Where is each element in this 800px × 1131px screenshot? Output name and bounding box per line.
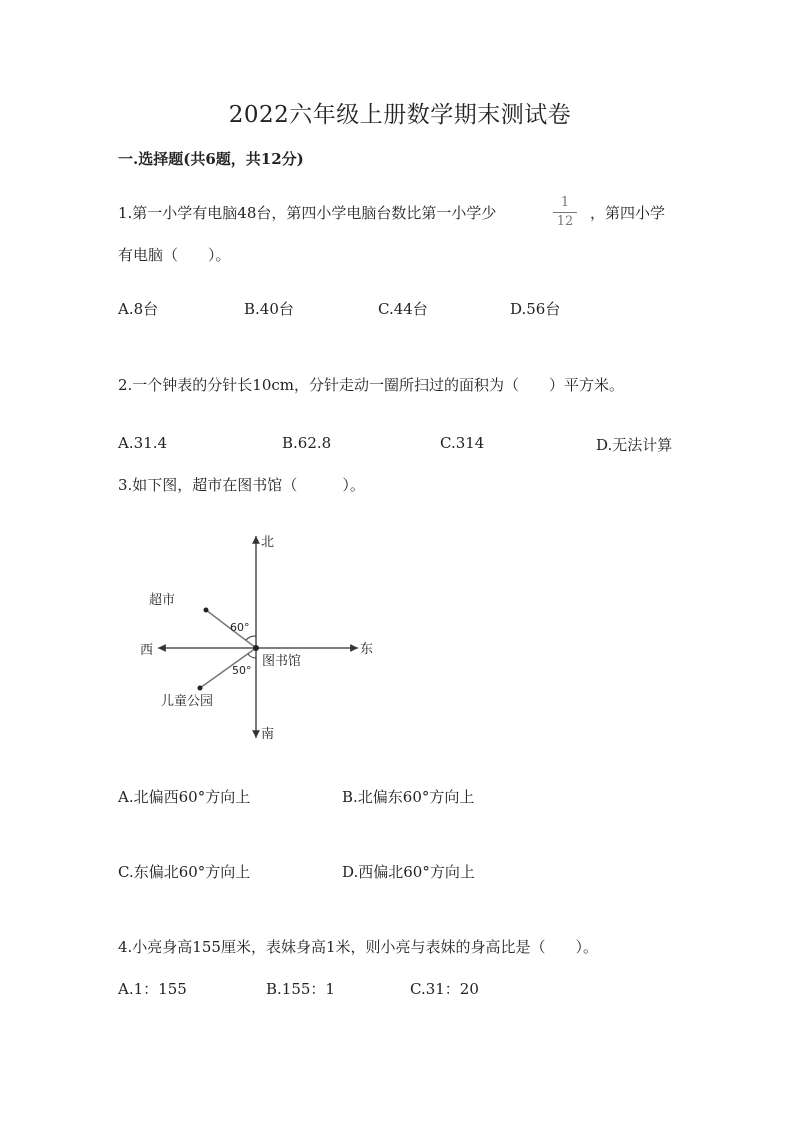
question-2-option-a[interactable]: A.31.4 xyxy=(118,434,167,452)
section-heading: 一.选择题(共6题，共12分) xyxy=(118,150,304,168)
direction-diagram xyxy=(130,524,390,746)
question-2-stem: 2.一个钟表的分针长10cm，分针走动一圈所扫过的面积为（ ）平方米。 xyxy=(118,376,625,394)
question-3-stem: 3.如下图，超市在图书馆（ ）。 xyxy=(118,476,365,494)
page-title: 2022六年级上册数学期末测试卷 xyxy=(228,102,572,128)
label-park: 儿童公园 xyxy=(161,694,214,709)
label-south: 南 xyxy=(261,727,275,742)
fraction-numerator: 1 xyxy=(560,195,570,210)
question-3-option-b[interactable]: B.北偏东60°方向上 xyxy=(342,788,475,806)
question-3-option-a[interactable]: A.北偏西60°方向上 xyxy=(118,788,251,806)
question-1-stem: 1.第一小学有电脑48台，第四小学电脑台数比第一小学少 xyxy=(118,204,497,222)
question-1-option-a[interactable]: A.8台 xyxy=(118,300,159,318)
question-4-stem: 4.小亮身高155厘米，表妹身高1米，则小亮与表妹的身高比是（ ）。 xyxy=(118,938,598,956)
question-3-option-d[interactable]: D.西偏北60°方向上 xyxy=(342,863,475,881)
label-library: 图书馆 xyxy=(262,654,302,669)
question-2-option-b[interactable]: B.62.8 xyxy=(282,434,332,452)
question-4-option-a[interactable]: A.1：155 xyxy=(118,980,187,998)
question-2-option-c[interactable]: C.314 xyxy=(440,434,485,452)
question-1-option-b[interactable]: B.40台 xyxy=(244,300,294,318)
library-point xyxy=(253,645,259,651)
fraction-bar xyxy=(553,212,577,213)
label-angle-60: 60° xyxy=(230,621,250,634)
fraction-denominator: 12 xyxy=(556,214,574,229)
question-2-option-d[interactable]: D.无法计算 xyxy=(596,436,673,454)
label-angle-50: 50° xyxy=(232,664,252,677)
question-4-option-b[interactable]: B.155：1 xyxy=(266,980,335,998)
park-point xyxy=(198,686,203,691)
angle-arc-60 xyxy=(246,636,256,640)
label-west: 西 xyxy=(140,643,154,658)
label-east: 东 xyxy=(360,642,374,657)
angle-arc-50 xyxy=(248,654,256,658)
question-1-option-d[interactable]: D.56台 xyxy=(510,300,561,318)
question-4-option-c[interactable]: C.31：20 xyxy=(410,980,479,998)
question-1-stem-line2: 有电脑（ ）。 xyxy=(118,246,231,264)
question-1-fraction xyxy=(553,196,577,229)
question-1-option-c[interactable]: C.44台 xyxy=(378,300,428,318)
label-north: 北 xyxy=(261,535,275,550)
supermarket-point xyxy=(204,608,209,613)
question-3-option-c[interactable]: C.东偏北60°方向上 xyxy=(118,863,251,881)
question-1-stem-cont: ，第四小学 xyxy=(590,204,666,222)
label-supermarket: 超市 xyxy=(149,593,176,608)
